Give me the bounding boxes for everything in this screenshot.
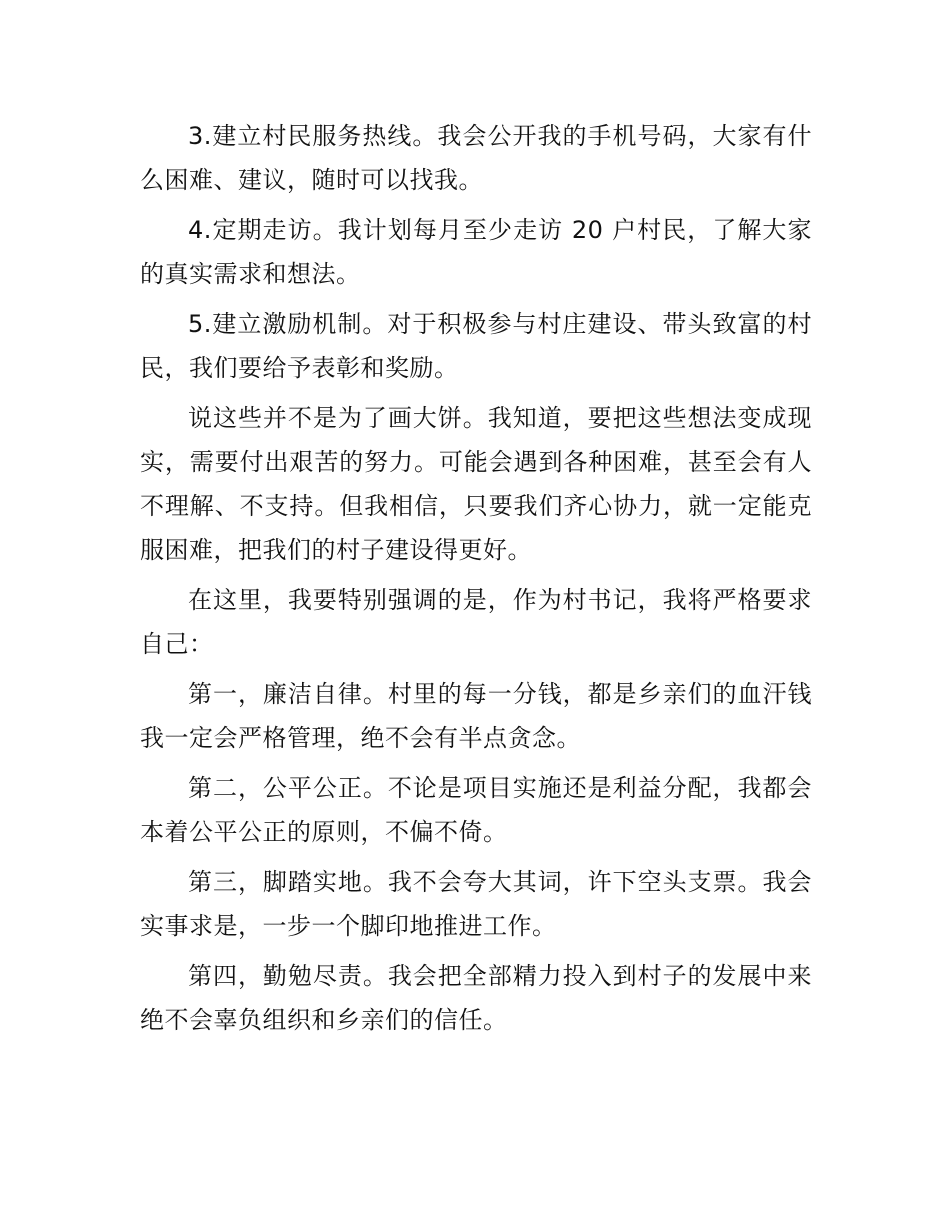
paragraph-visits: 4.定期走访。我计划每月至少走访 20 户村民，了解大家的真实需求和想法。 bbox=[140, 216, 812, 288]
paragraph-commitment: 说这些并不是为了画大饼。我知道，要把这些想法变成现实，需要付出艰苦的努力。可能会遇到各种困难，甚至会有人不理解、不支持。但我相信，只要我们齐心协力，就一定能克服困难，把我们的村子建设得更好。 bbox=[140, 404, 812, 564]
paragraph-diligence: 第四，勤勉尽责。我会把全部精力投入到村子的发展中来绝不会辜负组织和乡亲们的信任。 bbox=[140, 962, 812, 1034]
paragraph-hotline: 3.建立村民服务热线。我会公开我的手机号码，大家有什么困难、建议，随时可以找我。 bbox=[140, 122, 812, 194]
document-body bbox=[140, 114, 812, 1048]
paragraph-pragmatism: 第三，脚踏实地。我不会夸大其词，许下空头支票。我会实事求是，一步一个脚印地推进工作。 bbox=[140, 868, 812, 940]
paragraph-incentives: 5.建立激励机制。对于积极参与村庄建设、带头致富的村民，我们要给予表彰和奖励。 bbox=[140, 310, 812, 382]
paragraph-self-requirements: 在这里，我要特别强调的是，作为村书记，我将严格要求自己： bbox=[140, 586, 812, 658]
paragraph-fairness: 第二，公平公正。不论是项目实施还是利益分配，我都会本着公平公正的原则，不偏不倚。 bbox=[140, 774, 812, 846]
paragraph-integrity: 第一，廉洁自律。村里的每一分钱，都是乡亲们的血汗钱我一定会严格管理，绝不会有半点贪念。 bbox=[140, 680, 812, 752]
